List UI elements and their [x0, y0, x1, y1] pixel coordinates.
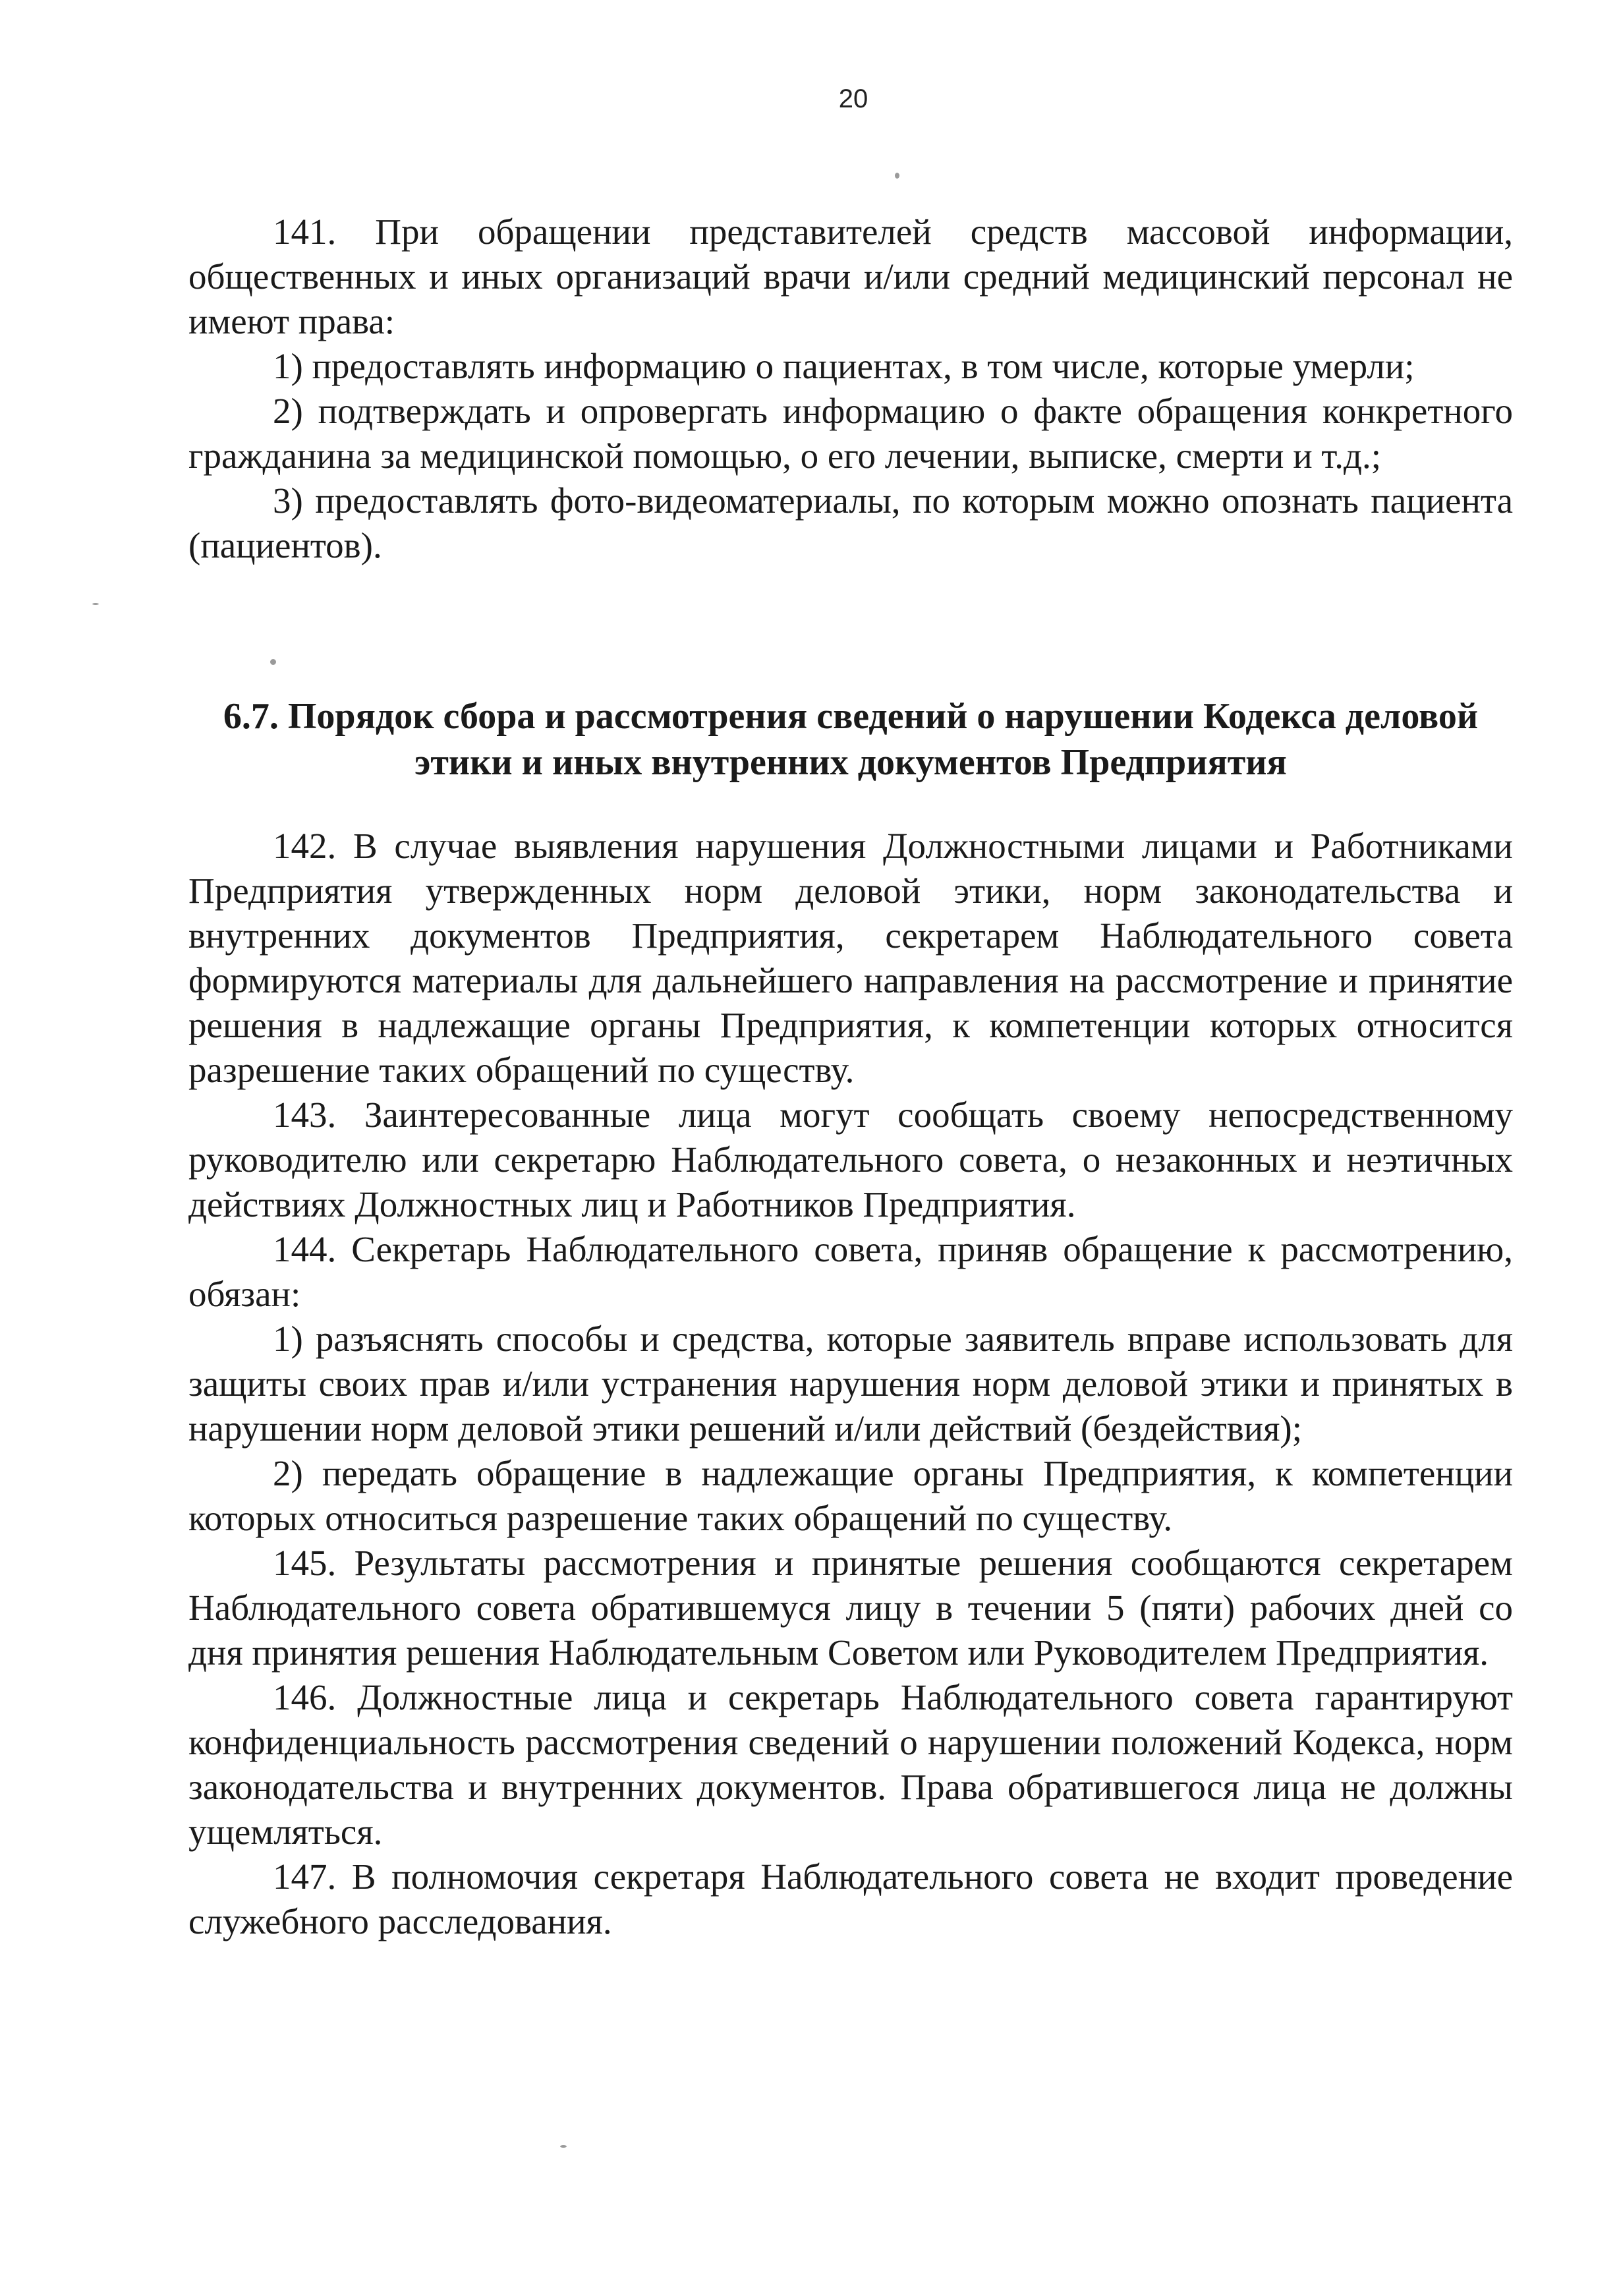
paragraph-147: 147. В полномочия секретаря Наблюдательного совета не входит проведение служебного расследования. — [188, 1856, 1513, 1941]
scan-speck — [560, 2145, 567, 2148]
list-item-2: 2) передать обращение в надлежащие органы Предприятия, к компетенции которых относиться разрешение таких обращений по существу. — [188, 1453, 1513, 1538]
paragraph-143: 143. Заинтересованные лица могут сообщать своему непосредственному руководителю или секретарю Наблюдательного совета, о незаконных и неэтичных действиях Должностных лиц и Работников Предприятия. — [188, 1095, 1513, 1224]
paragraph-146: 146. Должностные лица и секретарь Наблюдательного совета гарантируют конфиденциальность рассмотрения сведений о нарушении положений Кодекса, норм законодательства и внутренних документов. Права обратившегося лица не должны ущемляться. — [188, 1677, 1513, 1852]
section-a-body — [188, 210, 1513, 568]
scan-speck — [895, 173, 899, 179]
scan-speck — [270, 659, 276, 665]
paragraph-144: 144. Секретарь Наблюдательного совета, приняв обращение к рассмотрению, обязан: — [188, 1229, 1513, 1314]
list-item-2: 2) подтверждать и опровергать информацию о факте обращения конкретного гражданина за медицинской помощью, о его лечении, выписке, смерти и т.д.; — [188, 391, 1513, 476]
section-heading: 6.7. Порядок сбора и рассмотрения сведений о нарушении Кодекса деловой этики и иных внутренних документов Предприятия — [223, 696, 1479, 783]
list-item-3: 3) предоставлять фото-видеоматериалы, по которым можно опознать пациента (пациентов). — [188, 480, 1513, 565]
list-item-1: 1) разъяснять способы и средства, которые заявитель вправе использовать для защиты своих прав и/или устранения нарушения норм деловой этики и принятых в нарушении норм деловой этики решений и/или действий (бездействия); — [188, 1319, 1513, 1449]
paragraph-142: 142. В случае выявления нарушения Должностными лицами и Работниками Предприятия утвержденных норм деловой этики, норм законодательства и внутренних документов Предприятия, секретарем Наблюдательного совета формируются материалы для дальнейшего направления на рассмотрение и принятие решения в надлежащие органы Предприятия, к компетенции которых относится разрешение таких обращений по существу. — [188, 826, 1513, 1090]
section-b-body — [188, 824, 1513, 1944]
paragraph-141: 141. При обращении представителей средств массовой информации, общественных и иных организаций врачи и/или средний медицинский персонал не имеют права: — [188, 212, 1513, 341]
paragraph-145: 145. Результаты рассмотрения и принятые решения сообщаются секретарем Наблюдательного совета обратившемуся лицу в течении 5 (пяти) рабочих дней со дня принятия решения Наблюдательным Советом или Руководителем Предприятия. — [188, 1543, 1513, 1673]
page-number: 20 — [838, 84, 868, 113]
list-item-1: 1) предоставлять информацию о пациентах, в том числе, которые умерли; — [273, 346, 1415, 386]
scan-speck — [92, 603, 99, 605]
